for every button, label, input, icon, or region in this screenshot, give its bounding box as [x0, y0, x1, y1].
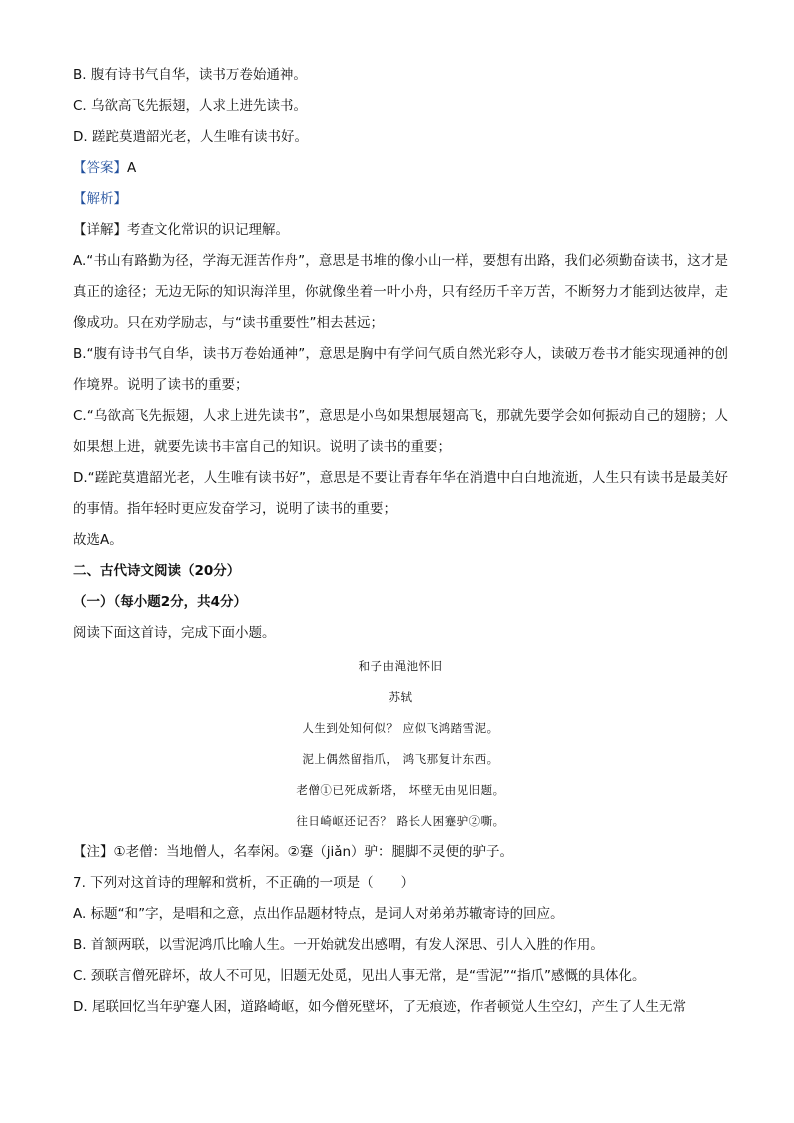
poem-line-1: 人生到处知何似？ 应似飞鸿踏雪泥。 [302, 721, 499, 735]
section-heading: 二、古代诗文阅读（20分） [73, 563, 241, 579]
note-line [73, 837, 728, 868]
question-option-d: D. 尾联回忆当年驴蹇人困，道路崎岖，如今僧死壁坏，了无痕迹，作者顿觉人生空幻，产生了人生无常 [73, 999, 686, 1015]
question-option-b: B. 首颔两联，以雪泥鸿爪比喻人生。一开始就发出感喟，有发人深思、引人入胜的作用。 [73, 937, 604, 953]
detail-text: 考查文化常识的识记理解。 [127, 222, 289, 238]
analysis-line [73, 184, 728, 215]
conclusion-text: 故选A。 [73, 532, 123, 548]
option-b-text: B. 腹有诗书气自华，读书万卷始通神。 [73, 67, 307, 83]
explanation-c: C.“乌欲高飞先振翅，人求上进先读书”，意思是小鸟如果想展翅高飞，那就先要学会如何振动自己的翅膀；人如果想上进，就要先读书丰富自己的知识。说明了读书的重要； [73, 408, 728, 455]
option-c-text: C. 乌欲高飞先振翅，人求上进先读书。 [73, 98, 308, 114]
detail-line [73, 215, 728, 246]
question-stem: 7. 下列对这首诗的理解和赏析，不正确的一项是（ ） [73, 875, 415, 891]
document-page [73, 60, 728, 1023]
poem-author: 苏轼 [388, 690, 413, 704]
explanation-a: A.“书山有路勤为径，学海无涯苦作舟”，意思是书堆的像小山一样，要想有出路，我们必须勤奋读书，这才是真正的途径；无边无际的知识海洋里，你就像坐着一叶小舟，只有经历千辛万苦，不断努力才能到达彼岸，走像成功。只在劝学励志，与“读书重要性”相去甚远； [73, 253, 728, 331]
instruction-text: 阅读下面这首诗，完成下面小题。 [73, 625, 276, 641]
option-d-text: D. 蹉跎莫遣韶光老，人生唯有读书好。 [73, 129, 308, 145]
poem-line-3: 老僧①已死成新塔， 坏壁无由见旧题。 [296, 783, 505, 797]
question-option-c: C. 颈联言僧死辟坏，故人不可见，旧题无处觅，见出人事无常，是“雪泥”“指爪”感慨的具体化。 [73, 968, 646, 984]
note-text: ①老僧：当地僧人，名奉闲。②蹇（jiǎn）驴：腿脚不灵便的驴子。 [113, 844, 514, 860]
question-option-a: A. 标题“和”字，是唱和之意，点出作品题材特点，是词人对弟弟苏辙寄诗的回应。 [73, 906, 564, 922]
answer-tag: 【答案】 [73, 160, 127, 176]
poem-line-2: 泥上偶然留指爪， 鸿飞那复计东西。 [302, 752, 499, 766]
explanation-d: D.“蹉跎莫遣韶光老，人生唯有读书好”，意思是不要让青春年华在消遣中白白地流逝，人生只有读书是最美好的事情。指年轻时更应发奋学习，说明了读书的重要； [73, 470, 728, 517]
explanation-b: B.“腹有诗书气自华，读书万卷始通神”，意思是胸中有学问气质自然光彩夺人，读破万卷书才能实现通神的创作境界。说明了读书的重要； [73, 346, 728, 393]
poem-title: 和子由渑池怀旧 [358, 659, 443, 673]
analysis-tag: 【解析】 [73, 191, 127, 207]
sub-heading: （一）（每小题2分，共4分） [73, 594, 248, 610]
answer-value: A [127, 160, 137, 176]
poem-line-4: 往日崎岖还记否？ 路长人困蹇驴②嘶。 [296, 814, 505, 828]
detail-tag: 【详解】 [73, 222, 127, 238]
note-tag: 【注】 [73, 844, 114, 860]
answer-line [73, 153, 728, 184]
